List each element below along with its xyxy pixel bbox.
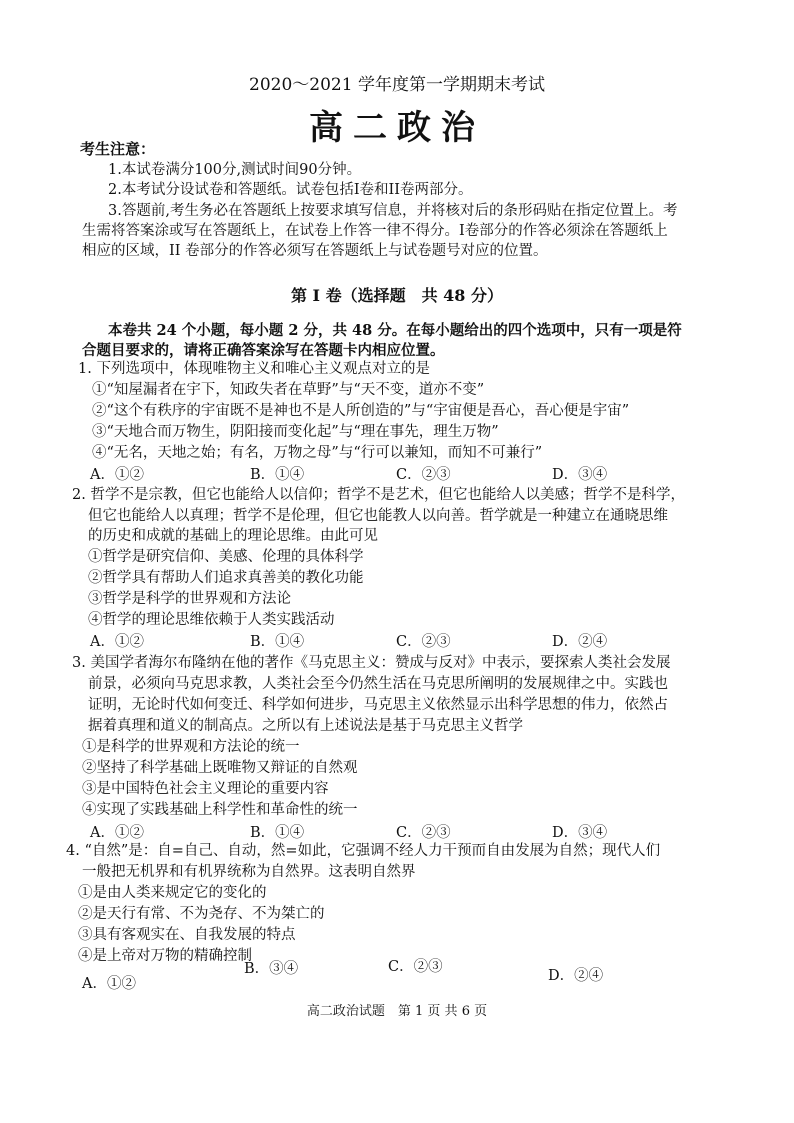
option-a[interactable]: A．①② (82, 976, 136, 992)
question-2-statement: ②哲学具有帮助人们追求真善美的教化功能 (88, 570, 364, 586)
question-2-options (90, 630, 650, 650)
question-3-statement: ①是科学的世界观和方法论的统一 (82, 739, 300, 755)
question-3-stem: 据着真理和道义的制高点。之所以有上述说法是基于马克思主义哲学 (88, 718, 523, 734)
question-2-statement: ③哲学是科学的世界观和方法论 (88, 591, 291, 607)
question-2-stem: 但它也能给人以真理；哲学不是伦理，但它也能教人以向善。哲学就是一种建立在通晓思维 (88, 508, 668, 524)
subject-title: 高二政治 (309, 108, 485, 148)
question-1-statement: ①“知屋漏者在宇下，知政失者在草野”与“天不变，道亦不变” (92, 382, 485, 398)
question-4-stem: 一般把无机界和有机界统称为自然界。这表明自然界 (82, 864, 416, 880)
option-a[interactable]: A．①② (90, 634, 144, 650)
option-c[interactable]: C．②③ (396, 634, 451, 650)
question-3-stem: 前景，必须向马克思求教，人类社会至今仍然生活在马克思所阐明的发展规律之中。实践也 (88, 676, 668, 692)
notice-item: 3.答题前,考生务必在答题纸上按要求填写信息，并将核对后的条形码贴在指定位置上。考 (108, 203, 678, 219)
option-a[interactable]: A．①② (90, 467, 144, 483)
question-1-statement: ②“这个有秩序的宇宙既不是神也不是人所创造的”与“宇宙便是吾心，吾心便是宇宙” (92, 403, 630, 419)
question-1-statement: ③“天地合而万物生，阴阳接而变化起”与“理在事先，理生万物” (92, 424, 499, 440)
question-4-statement: ④是上帝对万物的精确控制 (78, 948, 252, 964)
section-instructions: 本卷共 24 个小题，每小题 2 分，共 48 分。在每小题给出的四个选项中，只有一项是符 (108, 322, 682, 339)
question-3-stem: 证明，无论时代如何变迁、科学如何进步，马克思主义依然显示出科学思想的伟力，依然占 (88, 697, 668, 713)
section-title: 第 I 卷（选择题 共 48 分） (290, 286, 504, 305)
option-b[interactable]: B．③④ (244, 961, 299, 977)
question-2-stem: 2. 哲学不是宗教，但它也能给人以信仰；哲学不是艺术，但它也能给人以美感；哲学不是科学， (72, 487, 685, 503)
notice-heading: 考生注意： (80, 140, 156, 158)
question-4-statement: ①是由人类来规定它的变化的 (78, 885, 267, 901)
question-4-stem: 4. “自然”是：自=自己、自动，然=如此，它强调不经人力干预而自由发展为自然；现代人们 (66, 843, 661, 859)
question-4-statement: ②是天行有常、不为尧存、不为桀亡的 (78, 906, 325, 922)
option-c[interactable]: C．②③ (388, 959, 443, 975)
question-1-options (90, 463, 650, 483)
option-c[interactable]: C．②③ (396, 467, 451, 483)
option-d[interactable]: D．②④ (552, 634, 608, 650)
section-instructions: 合题目要求的，请将正确答案涂写在答题卡内相应位置。 (82, 342, 445, 359)
exam-title: 2020～2021 学年度第一学期期末考试 (249, 75, 545, 95)
notice-item: 相应的区域，II 卷部分的作答必须写在答题纸上与试卷题号对应的位置。 (82, 243, 548, 259)
page-footer: 高二政治试题 第 1 页 共 6 页 (306, 1004, 488, 1019)
question-2-stem: 的历史和成就的基础上的理论思维。由此可见 (88, 528, 378, 544)
option-d[interactable]: D．②④ (548, 968, 604, 984)
option-d[interactable]: D．③④ (552, 825, 608, 841)
question-2-statement: ④哲学的理论思维依赖于人类实践活动 (88, 612, 335, 628)
question-3-statement: ②坚持了科学基础上既唯物又辩证的自然观 (82, 760, 358, 776)
question-3-statement: ④实现了实践基础上科学性和革命性的统一 (82, 802, 358, 818)
question-1-stem: 1. 下列选项中，体现唯物主义和唯心主义观点对立的是 (78, 361, 430, 377)
option-a[interactable]: A．①② (90, 825, 144, 841)
question-3-statement: ③是中国特色社会主义理论的重要内容 (82, 781, 329, 797)
option-c[interactable]: C．②③ (396, 825, 451, 841)
question-3-stem: 3. 美国学者海尔布隆纳在他的著作《马克思主义：赞成与反对》中表示，要探索人类社会发展 (72, 655, 671, 671)
question-3-options (90, 821, 650, 841)
option-b[interactable]: B．①④ (250, 467, 305, 483)
notice-item: 2.本考试分设试卷和答题纸。试卷包括I卷和II卷两部分。 (108, 182, 473, 198)
question-1-statement: ④“无名，天地之始；有名，万物之母”与“行可以兼知，而知不可兼行” (92, 445, 543, 461)
option-b[interactable]: B．①④ (250, 825, 305, 841)
option-d[interactable]: D．③④ (552, 467, 608, 483)
question-4-statement: ③具有客观实在、自我发展的特点 (78, 927, 296, 943)
notice-item: 1.本试卷满分100分,测试时间90分钟。 (108, 162, 362, 178)
question-2-statement: ①哲学是研究信仰、美感、伦理的具体科学 (88, 549, 364, 565)
option-b[interactable]: B．①④ (250, 634, 305, 650)
notice-item: 生需将答案涂或写在答题纸上，在试卷上作答一律不得分。I卷部分的作答必须涂在答题纸上 (82, 223, 668, 239)
